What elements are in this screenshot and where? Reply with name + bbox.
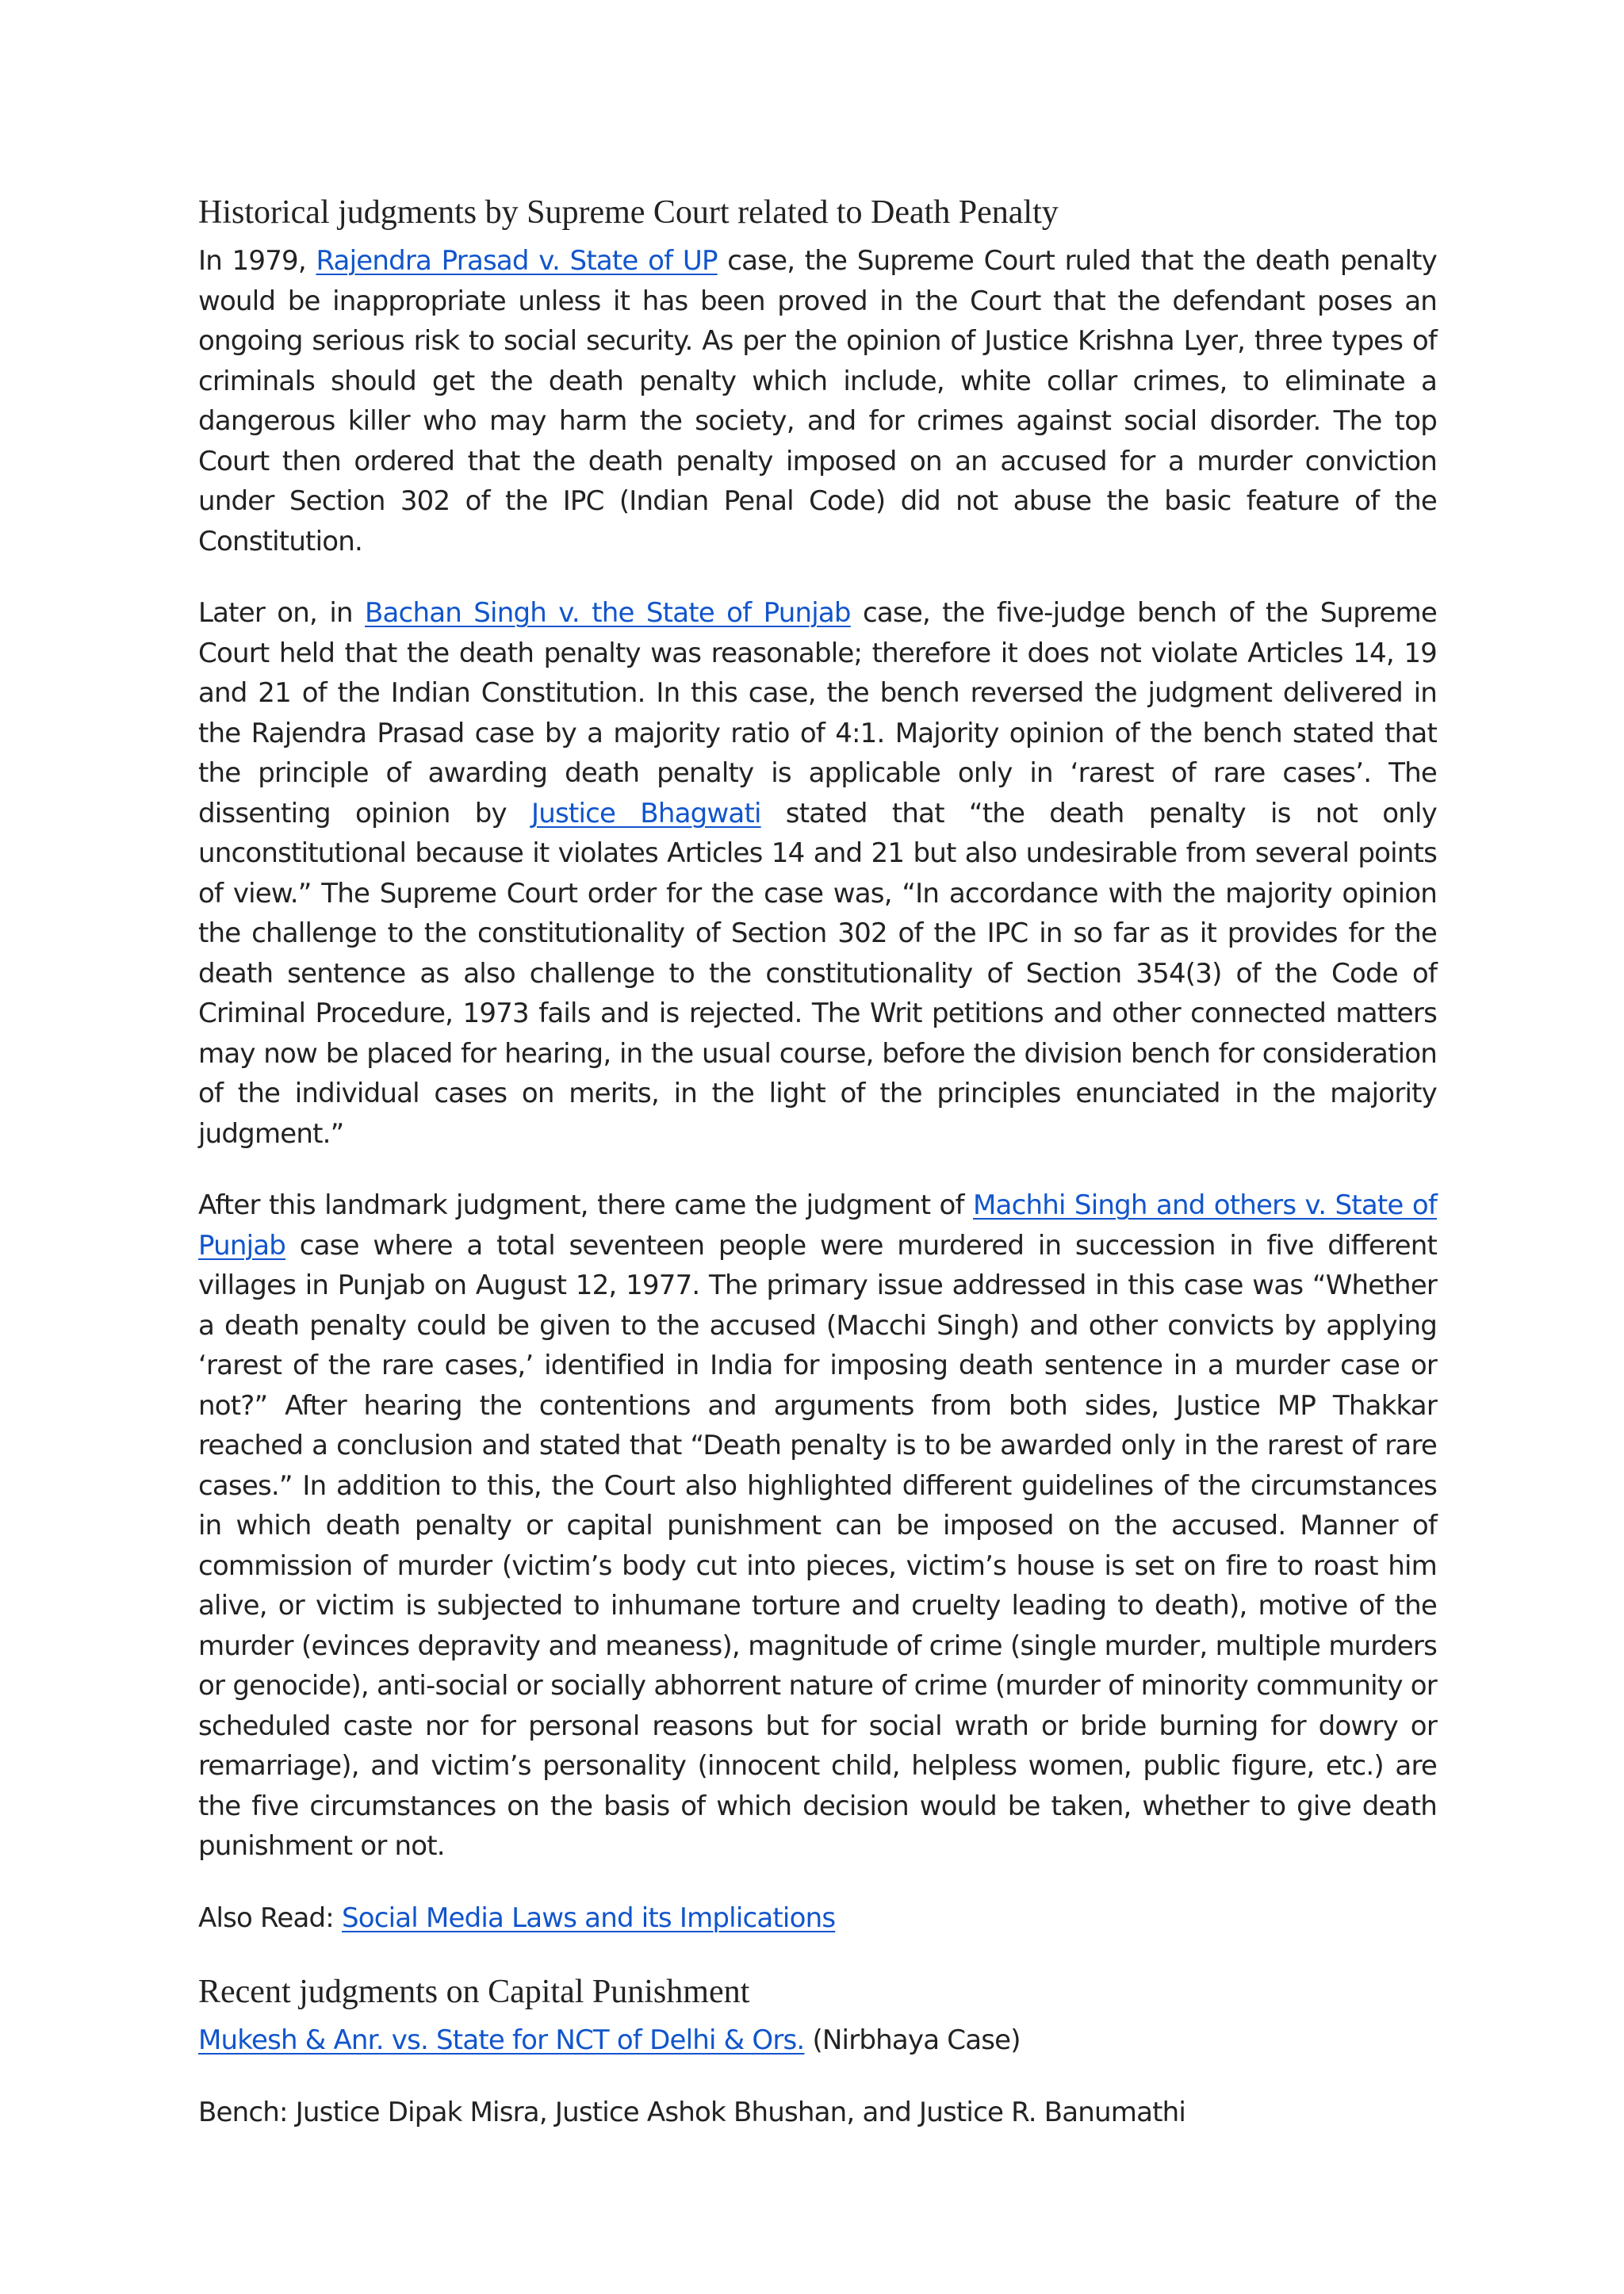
document-page xyxy=(198,190,1437,2164)
link-machhi-singh-case[interactable]: Machhi Singh and others v. State of Punjab xyxy=(198,1189,1438,1262)
paragraph-rajendra-prasad xyxy=(198,241,1437,561)
link-mukesh-case[interactable]: Mukesh & Anr. vs. State for NCT of Delhi & Ors. xyxy=(198,2024,805,2056)
also-read xyxy=(198,1898,1437,1939)
paragraph-machhi-singh xyxy=(198,1185,1437,1867)
case-title-suffix: (Nirbhaya Case) xyxy=(804,2024,1021,2056)
paragraph-text: In 1979, xyxy=(198,245,316,277)
paragraph-text: case, the Supreme Court ruled that the death penalty would be inappropriate unless it has been proved in the Court that the defendant poses an ongoing serious risk to social security. As per the opinion of Justice Krishna Lyer, three types of criminals should get the death penalty which include, white collar crimes, to eliminate a dangerous killer who may harm the society, and for crimes against social disorder. The top Court then ordered that the death penalty imposed on an accused for a murder conviction under Section 302 of the IPC (Indian Penal Code) did not abuse the basic feature of the Constitution. xyxy=(198,245,1437,557)
bench-line: Bench: Justice Dipak Misra, Justice Ashok Bhushan, and Justice R. Banumathi xyxy=(198,2096,1186,2128)
link-rajendra-prasad-case[interactable]: Rajendra Prasad v. State of UP xyxy=(316,245,718,277)
paragraph-text: stated that “the death penalty is not only unconstitutional because it violates Articles 14 and 21 but also undesirable from several points of view.” The Supreme Court order for the case was, “In accordance with the majority opinion the challenge to the constitutionality of Section 302 of the IPC in so far as it provides for the death sentence as also challenge to the constitutionality of Section 354(3) of the Code of Criminal Procedure, 1973 fails and is rejected. The Writ petitions and other connected matters may now be placed for hearing, in the usual course, before the division bench for consideration of the individual cases on merits, in the light of the principles enunciated in the majority judgment.” xyxy=(198,797,1437,1150)
link-bachan-singh-case[interactable]: Bachan Singh v. the State of Punjab xyxy=(365,597,851,629)
also-read-label: Also Read: xyxy=(198,1901,342,1934)
section-heading-historical-judgments: Historical judgments by Supreme Court related to Death Penalty xyxy=(198,194,1059,231)
paragraph-text: After this landmark judgment, there came the judgment of xyxy=(198,1189,974,1221)
paragraph-text: case, the five-judge bench of the Supreme Court held that the death penalty was reasonable; therefore it does not violate Articles 14, 19 and 21 of the Indian Constitution. In this case, the bench reversed the judgment delivered in the Rajendra Prasad case by a majority ratio of 4:1. Majority opinion of the bench stated that the principle of awarding death penalty is applicable only in ‘rarest of rare cases’. The dissenting opinion by xyxy=(198,597,1437,829)
paragraph-text: Later on, in xyxy=(198,597,365,629)
case-title xyxy=(198,2020,1437,2061)
link-social-media-laws[interactable]: Social Media Laws and its Implications xyxy=(341,1901,836,1934)
section-heading-recent-judgments: Recent judgments on Capital Punishment xyxy=(198,1974,750,2010)
link-justice-bhagwati[interactable]: Justice Bhagwati xyxy=(531,797,761,829)
paragraph-bachan-singh xyxy=(198,593,1437,1154)
paragraph-text: case where a total seventeen people were murdered in succession in five different villages in Punjab on August 12, 1977. The primary issue addressed in this case was “Whether a death penalty could be given to the accused (Macchi Singh) and other convicts by applying ‘rarest of the rare cases,’ identified in India for imposing death sentence in a murder case or not?” After hearing the contentions and arguments from both sides, Justice MP Thakkar reached a conclusion and stated that “Death penalty is to be awarded only in the rarest of rare cases.” In addition to this, the Court also highlighted different guidelines of the circumstances in which death penalty or capital punishment can be imposed on the accused. Manner of commission of murder (victim’s body cut into pieces, victim’s house is set on fire to roast him alive, or victim is subjected to inhumane torture and cruelty leading to death), motive of the murder (evinces depravity and meaness), magnitude of crime (single murder, multiple murders or genocide), anti-social or socially abhorrent nature of crime (murder of minority community or scheduled caste nor for personal reasons but for social wrath or bride burning for dowry or remarriage), and victim’s personality (innocent child, helpless women, public figure, etc.) are the five circumstances on the basis of which decision would be taken, whether to give death punishment or not. xyxy=(198,1229,1437,1862)
